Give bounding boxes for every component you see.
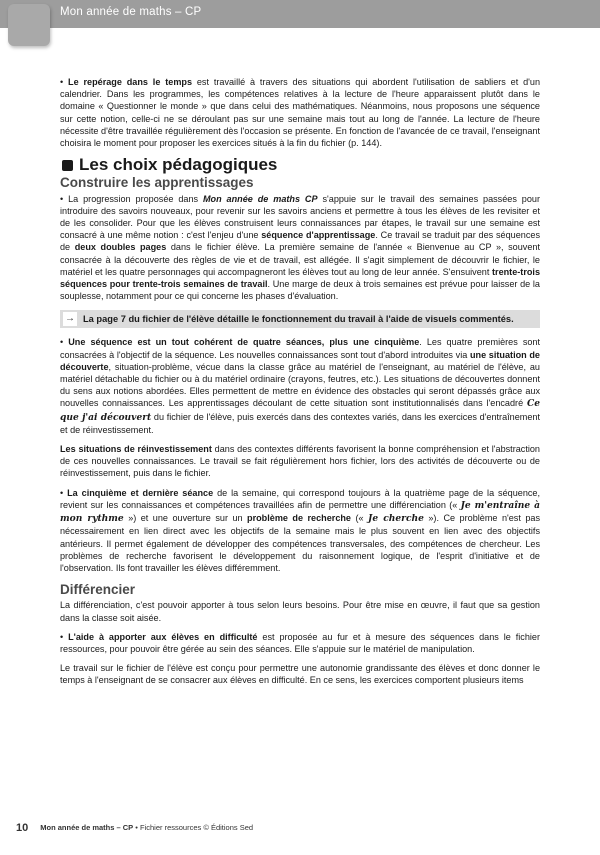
square-bullet-icon bbox=[62, 160, 73, 171]
bold-term: séquence d'apprentissage bbox=[261, 230, 376, 241]
intro-paragraph bbox=[60, 76, 540, 149]
callout-box bbox=[60, 310, 540, 328]
page-footer bbox=[16, 822, 253, 834]
text: de la semaine, qui correspond toujours à la quatrième page de la séquence, revient sur les connaissances et compétences travaillées afin de permettre une différenciation (« bbox=[60, 487, 541, 510]
arrow-right-icon: → bbox=[63, 312, 77, 326]
subsection-title: Construire les apprentissages bbox=[60, 175, 254, 191]
bold-term: La cinquième et dernière séance bbox=[67, 487, 214, 498]
text: . Les quatre premières sont consacrées à l'objectif de la séquence. Les nouvelles connaissances sont tout d'abord introduites via bbox=[60, 337, 541, 360]
intro-bold: Le repérage dans le temps bbox=[68, 77, 193, 87]
text: La progression proposée dans bbox=[63, 193, 203, 204]
bold-term: trente-trois séquences pour trente-trois semaines de travail bbox=[60, 266, 540, 290]
bold-term: L'aide à apporter aux élèves en difficulté bbox=[68, 631, 258, 642]
book-name: Mon année de maths CP bbox=[202, 193, 318, 204]
paragraph-progression bbox=[60, 193, 540, 303]
section-heading bbox=[60, 155, 540, 175]
handwritten-label: Je m'entraîne à mon rythme bbox=[60, 499, 540, 525]
bullet: • bbox=[60, 337, 64, 348]
bold-term: Les situations de réinvestissement bbox=[60, 444, 212, 455]
handwritten-label: Ce que j'ai découvert bbox=[60, 398, 540, 423]
paragraph-sequence bbox=[60, 336, 540, 436]
paragraph-reinvestment bbox=[60, 443, 540, 480]
text: . Une marge de deux à trois semaines est prévue pour laisser de la souplesse, notamment pour ce qui concerne les phases d'évaluation. bbox=[60, 279, 540, 302]
text: »). Ce problème n'est pas nécessairement en lien direct avec les objectifs de la semaine mais le plus souvent en lien avec des objectifs antérieurs. Il permet également de développer des compétences transversales, des compétences de chercheur. Les problèmes de recherche favorisent le développement du raisonnement logique, de l'esprit d'initiative et de l'observation. Ils font travailler les élèves différemment. bbox=[60, 513, 541, 573]
section-title: Les choix pédagogiques bbox=[79, 155, 278, 175]
intro-text: est travaillé à travers des situations qui abordent l'utilisation de sabliers et d'un calendrier. Dans les programmes, les compétences relatives à la lecture de l'heure apparaissent plutôt dans le domaine « Questionner le monde » que dans celui des mathématiques. Néanmoins, nous proposons une séquence sur cette notion, celle-ci ne se déroulant pas sur une semaine mais tout au long de l'année. La lecture de l'heure nécessite d'être travaillée régulièrement dès l'occasion se présente. En fonction de l'avancée de ce travail, l'enseignant choisira le moment pour proposer les exercices situés à la fin du fichier (p. 144). bbox=[60, 77, 541, 149]
paragraph-help bbox=[60, 631, 540, 655]
paragraph-differentiation: La différenciation, c'est pouvoir apporter à tous selon leurs besoins. Pour être mise en œuvre, il faut que sa gestion dans la classe soit aisée. bbox=[60, 600, 540, 623]
bullet: • bbox=[60, 193, 64, 204]
text: , situation-problème, vécue dans la classe grâce au matériel de l'enseignant, au matériel de l'élève, au matériel détachable du fichier ou à du matériel ordinaire (crayons, feutres, etc.). Les situations de découvertes donnent du sens aux notions abordées. Elles permettent de mettre en évidence des obstacles qui seront dépassés grâce aux nouvelles connaissances. Les apprentissages découlant de cette situation sont institutionnalisés dans l'encadré bbox=[60, 361, 540, 409]
text: dans le fichier élève. La première semaine de l'année « Bienvenue au CP », souvent consacrée à la découverte des règles de vie et de travail, est allégée. Il s'agit simplement de découvrir le fichier, le matériel et les quatre personnages qui accompagneront les élèves tout au long de leur année. S'ensuivent bbox=[60, 242, 540, 277]
bold-term: problème de recherche bbox=[247, 513, 351, 524]
corner-tab bbox=[8, 4, 50, 46]
subsection-title: Différencier bbox=[60, 582, 136, 598]
bold-term: une situation de découverte bbox=[60, 349, 540, 372]
text: s'appuie sur le travail des semaines passées pour introduire des savoirs nouveaux, pour revenir sur les savoirs anciens et permettre à tous les élèves de les revisiter et de les consolider. Pour que les élèves construisent leurs connaissances par étapes, le travail sur une semaine est consacré à une même notion : c'est l'enjeu d'une bbox=[60, 193, 540, 241]
text: du fichier de l'élève, puis exercés dans des contextes variés, dans les exercices d'entraînement et de réinvestissement. bbox=[60, 411, 540, 435]
page-content bbox=[60, 76, 540, 694]
paragraph-fifth-session bbox=[60, 487, 540, 574]
text: ») et une ouverture sur un bbox=[123, 513, 248, 524]
bullet: • bbox=[60, 631, 64, 642]
callout-text: La page 7 du fichier de l'élève détaille le fonctionnement du travail à l'aide de visuels commentés. bbox=[83, 314, 514, 325]
text: . Ce travail se traduit par des séquences de bbox=[60, 230, 540, 253]
text: est proposée au fur et à mesure des séquences dans le fichier ressources, pour pouvoir être gérée au sein des séances. Elle s'appuie sur le matériel de manipulation. bbox=[60, 631, 540, 654]
book-title: Mon année de maths – CP bbox=[60, 6, 202, 18]
footer-credit: • Fichier ressources © Éditions Sed bbox=[133, 822, 254, 832]
page-number: 10 bbox=[16, 822, 29, 834]
footer-book: Mon année de maths – CP bbox=[40, 822, 134, 832]
paragraph-autonomy: Le travail sur le fichier de l'élève est conçu pour permettre une autonomie grandissante des élèves et donc donner le temps à l'enseignant de se consacrer aux élèves en difficulté. En ce sens, les exercices comportent plusieurs items bbox=[60, 663, 540, 686]
bold-term: deux doubles pages bbox=[74, 242, 167, 253]
bold-term: Une séquence est un tout cohérent de quatre séances, plus une cinquième bbox=[68, 337, 420, 348]
bullet: • bbox=[60, 487, 64, 498]
handwritten-label: Je cherche bbox=[368, 513, 424, 525]
bullet: • bbox=[60, 77, 64, 87]
text: (« bbox=[351, 513, 369, 524]
text: dans des contextes différents favorisent la bonne compréhension et l'abstraction de ces nouvelles connaissances. Le travail se fait régulièrement hors fichier, lors des activités de découverte ou de réinvestissement, puis dans le fichier. bbox=[60, 444, 540, 479]
